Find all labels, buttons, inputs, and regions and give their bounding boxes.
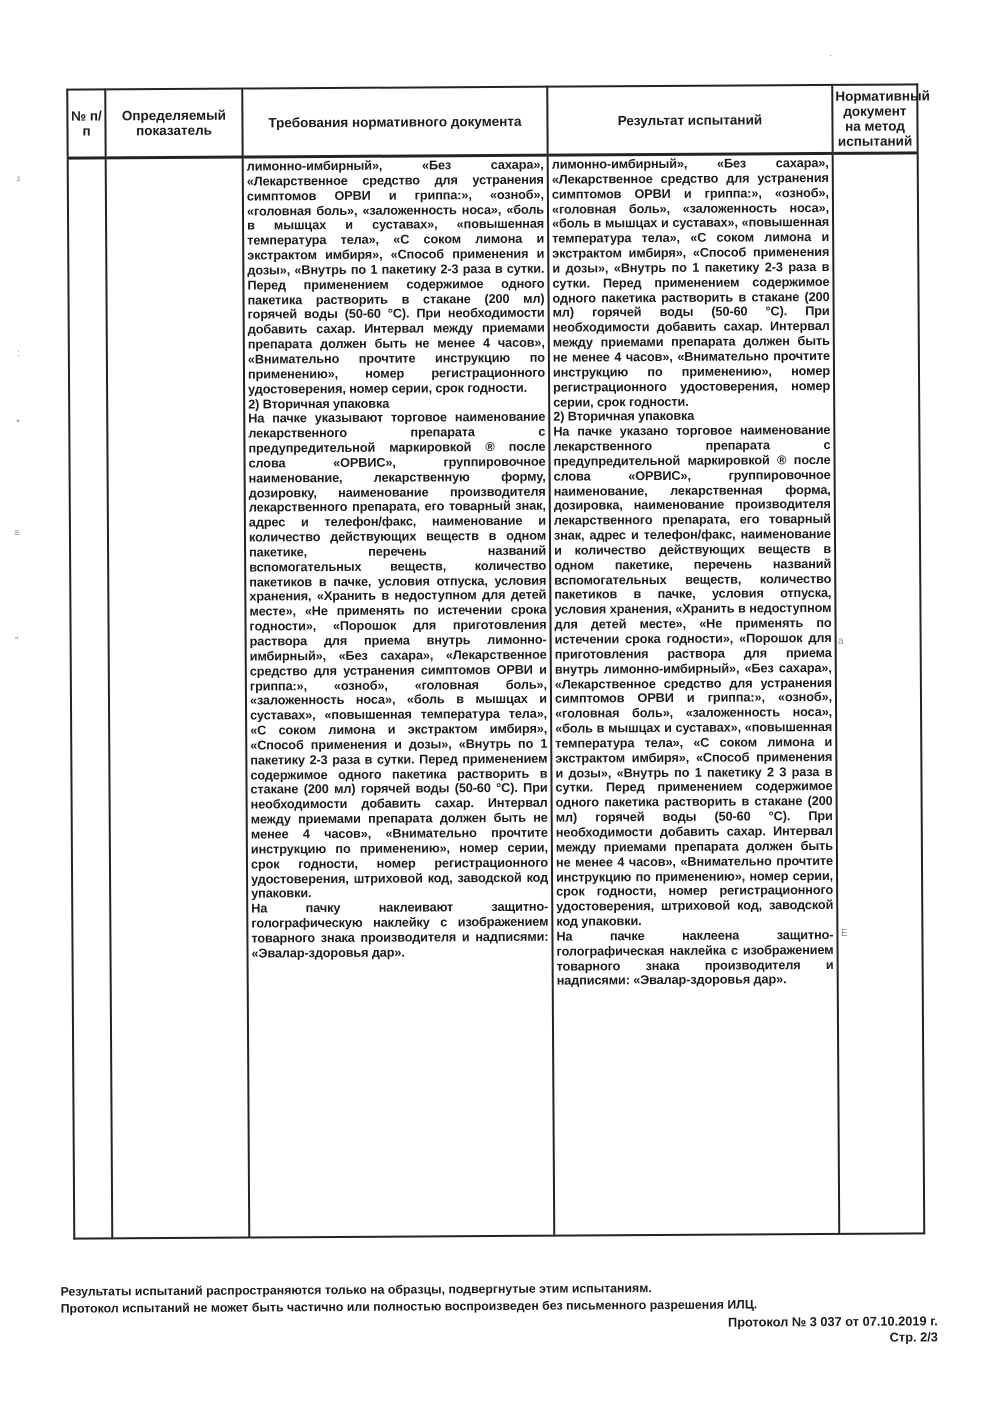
- scan-artifact: „: [15, 630, 19, 641]
- cell-number: [68, 158, 113, 1238]
- footer-notes: [61, 1279, 758, 1316]
- col-header-requirements: Требования нормативного документа: [242, 87, 547, 157]
- col-header-indicator: Определяемый показатель: [105, 89, 242, 158]
- results-paragraph-1: лимонно-имбирный», «Без сахара», «Лекарственное средство для устранения симптомов ОРВИ и гриппа:», «озноб», «головная боль», «заложенность носа», «боль в мышцах и суставах», «повышенная температура тела», «С соком лимона и экстрактом имбиря», «Способ применения и дозы», «Внутрь по 1 пакетику 2-3 раза в сутки. Перед применением содержимое одного пакетика растворить в стакане (200 мл) горячей воды (50-60 °С). При необходимости добавить сахар. Интервал между приемами препарата должен быть не менее 4 часов», «Внимательно прочтите инструкцию по применению», номер регистрационного удостоверения, номер серии, срок годности.: [551, 155, 831, 410]
- scan-artifact: ²: [17, 176, 21, 187]
- results-paragraph-2: На пачке указано торговое наименование лекарственного препарата с предупредительной маркировкой ® после слова «ОРВИС», группировочное наименование, лекарственная форма, дозировка, наименование производителя лекарственного препарата, его товарный знак, адрес и телефон/факс, наименование и количество действующих веществ в одном пакетике, перечень названий вспомогательных веществ, количество пакетиков в пачке, условия отпуска, условия хранения, «Хранить в недоступном для детей месте», «Не применять по истечении срока годности», «Порошок для приготовления раствора для приема внутрь лимонно-имбирный», «Без сахара», «Лекарственное средство для устранения симптомов ОРВИ и гриппа:», «озноб», «головная боль», «заложенность носа», «боль в мышцах и суставах», «повышенная температура тела», «С соком лимона и экстрактом имбиря», «Способ применения и дозы», «Внутрь по 1 пакетику 2 3 раза в сутки. Перед применением содержимое одного пакетика растворить в стакане (200 мл) горячей воды (50-60 °С). При необходимости добавить сахар. Интервал между приемами препарата должен быть не менее 4 часов», «Внимательно прочтите инструкцию по применению», номер серии, срок годности, номер регистрационного удостоверения, штриховой код, заводской код упаковки.: [553, 423, 834, 929]
- col-header-method-doc: Нормативный документ на метод испытаний: [832, 84, 917, 153]
- requirements-paragraph-2: На пачке указывают торговое наименование лекарственного препарата с предупредительной маркировкой ® после слова «ОРВИС», группировочное наименование, лекарственную форму, дозировку, наименование производителя лекарственного препарата, его товарный знак, адрес и телефон/факс, наименование и количество действующих веществ в одном пакетике, перечень названий вспомогательных веществ, количество пакетиков в пачке, условия отпуска, условия хранения, «Хранить в недоступном для детей месте», «Не применять по истечении срока годности», «Порошок для приготовления раствора для приема внутрь лимонно-имбирный», «Без сахара», «Лекарственное средство для устранения симптомов ОРВИ и гриппа:», «озноб», «головная боль», «заложенность носа», «боль в мышцах и суставах», «повышенная температура тела», «С соком лимона и экстрактом имбиря», «Способ применения и дозы», «Внутрь по 1 пакетику 2-3 раза в сутки. Перед применением содержимое одного пакетика растворить в стакане (200 мл) горячей воды (50-60 °С). При необходимости добавить сахар. Интервал между приемами препарата должен быть не менее 4 часов», «Внимательно прочтите инструкцию по применению», номер серии, срок годности, номер регистрационного удостоверения, штриховой код, заводской код упаковки.: [248, 410, 549, 901]
- scan-artifact: .: [829, 48, 832, 59]
- cell-requirements: [243, 155, 555, 1237]
- requirements-subheading: 2) Вторичная упаковка: [248, 396, 390, 412]
- scan-artifact: :: [17, 348, 20, 359]
- protocol-table: [66, 83, 930, 1239]
- requirements-paragraph-1: лимонно-имбирный», «Без сахара», «Лекарственное средство для устранения симптомов ОРВИ и гриппа:», «озноб», «головная боль», «заложенность носа», «боль в мышцах и суставах», «повышенная температура тела», «С соком лимона и экстрактом имбиря», «Способ применения и дозы», «Внутрь по 1 пакетику 2-3 раза в сутки. Перед применением содержимое одного пакетика растворить в стакане (200 мл) горячей воды (50-60 °С). При необходимости добавить сахар. Интервал между приемами препарата должен быть не менее 4 часов», «Внимательно прочтите инструкцию по применению», номер регистрационного удостоверения, номер серии, срок годности.: [246, 157, 546, 397]
- table-header-row: [67, 84, 917, 158]
- col-header-results: Результат испытаний: [547, 85, 832, 155]
- protocol-reference: [728, 1313, 938, 1346]
- footer-note-line-2: Протокол испытаний не может быть частично или полностью воспроизведен без письменного разрешения ИЛЦ.: [60, 1296, 758, 1316]
- cell-method-doc: [833, 153, 925, 1233]
- results-subheading: 2) Вторичная упаковка: [553, 409, 695, 424]
- results-paragraph-3: На пачке наклеена защитно-голографическая наклейка с изображением товарного знака производителя и надписями: «Эвалар-здоровья дар».: [556, 927, 834, 989]
- footer-note-line-1: Результаты испытаний распространяются только на образцы, подвергнутые этим испытаниям.: [60, 1281, 652, 1299]
- scan-artifact: *: [16, 418, 20, 429]
- cell-indicator: [106, 157, 250, 1238]
- cell-results: [548, 153, 840, 1235]
- page-number-line: Стр. 2/3: [889, 1329, 938, 1345]
- col-header-number: № п/п: [67, 89, 105, 158]
- requirements-paragraph-3: На пачку наклеивают защитно-голографическую наклейку с изображением товарного знака производителя и надписями: «Эвалар-здоровья дар».: [251, 899, 549, 961]
- scan-artifact: а: [838, 636, 844, 647]
- scan-artifact: Е: [841, 928, 848, 939]
- table-row: [68, 153, 925, 1238]
- protocol-number-line: Протокол № 3 037 от 07.10.2019 г.: [727, 1313, 938, 1330]
- scan-artifact: ≡: [14, 528, 20, 539]
